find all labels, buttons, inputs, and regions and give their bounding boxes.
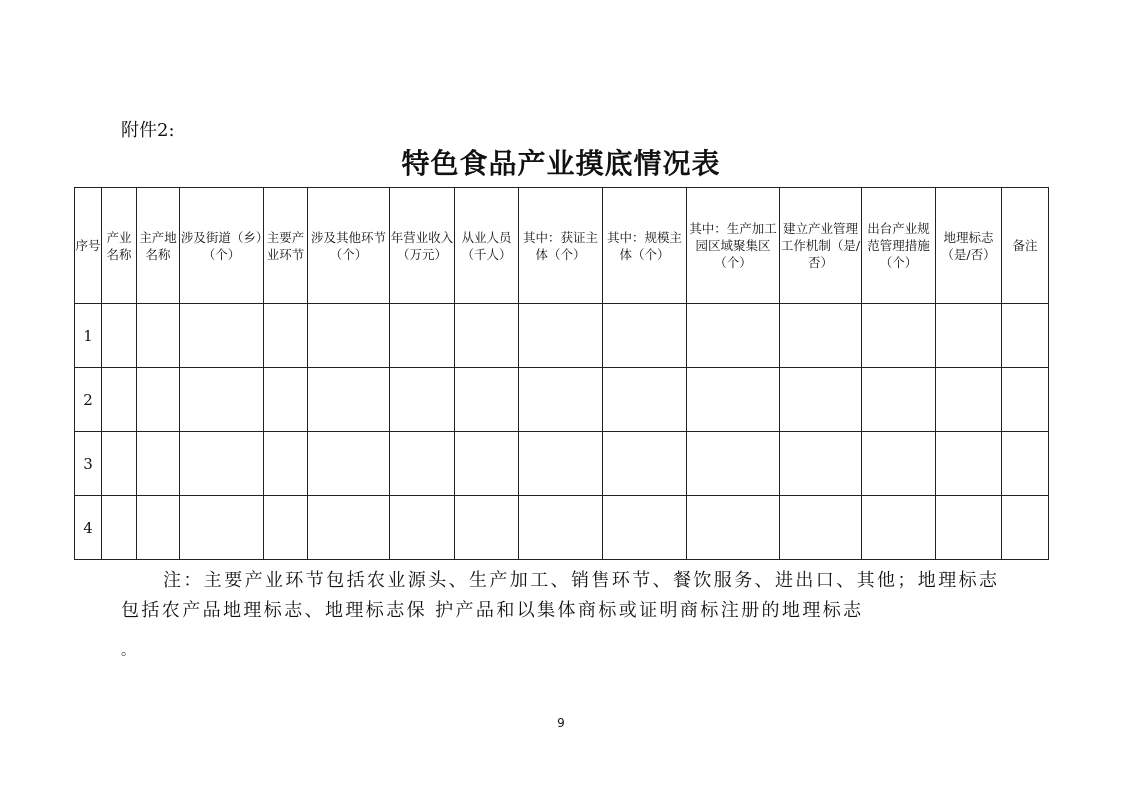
table-cell[interactable] [936,432,1002,496]
table-cell[interactable] [519,496,603,560]
row-index: 1 [75,304,102,368]
table-cell[interactable] [137,496,180,560]
table-cell[interactable] [936,368,1002,432]
table-cell[interactable] [102,304,137,368]
header-cell: 序号 [75,188,102,304]
table-cell[interactable] [137,432,180,496]
header-cell: 主要产业环节 [264,188,308,304]
attachment-label: 附件2: [121,120,175,141]
table-cell[interactable] [264,304,308,368]
table-cell[interactable] [308,496,390,560]
table-cell[interactable] [308,304,390,368]
table-cell[interactable] [687,304,780,368]
header-cell: 产业名称 [102,188,137,304]
table-cell[interactable] [264,368,308,432]
header-cell: 其中：规模主体（个） [603,188,687,304]
table-cell[interactable] [603,304,687,368]
table-row [75,368,1049,432]
header-cell: 建立产业管理工作机制（是/否） [780,188,862,304]
page-title: 特色食品产业摸底情况表 [401,147,721,180]
table-cell[interactable] [780,496,862,560]
table-cell[interactable] [390,496,455,560]
table-cell[interactable] [603,368,687,432]
table-cell[interactable] [455,368,519,432]
table-cell[interactable] [862,304,936,368]
table-cell[interactable] [687,368,780,432]
table-cell[interactable] [390,304,455,368]
table-cell[interactable] [102,432,137,496]
table-cell[interactable] [1002,368,1049,432]
header-cell: 涉及街道（乡）（个） [180,188,264,304]
row-index: 2 [75,368,102,432]
survey-table [74,187,1049,560]
table-cell[interactable] [308,432,390,496]
table-cell[interactable] [308,368,390,432]
table-cell[interactable] [180,496,264,560]
table-row [75,432,1049,496]
table-cell[interactable] [455,496,519,560]
table-cell[interactable] [180,368,264,432]
table-cell[interactable] [137,304,180,368]
table-cell[interactable] [180,432,264,496]
table-cell[interactable] [780,368,862,432]
table-cell[interactable] [687,496,780,560]
page-number: 9 [557,716,565,730]
table-cell[interactable] [519,304,603,368]
table-cell[interactable] [603,496,687,560]
table-row [75,304,1049,368]
header-cell: 地理标志（是/否） [936,188,1002,304]
row-index: 4 [75,496,102,560]
table-cell[interactable] [102,496,137,560]
table-cell[interactable] [780,304,862,368]
table-cell[interactable] [1002,432,1049,496]
table-cell[interactable] [603,432,687,496]
table-cell[interactable] [519,432,603,496]
header-cell: 主产地名称 [137,188,180,304]
note-tail: 。 [121,643,135,659]
table-cell[interactable] [1002,496,1049,560]
table-cell[interactable] [180,304,264,368]
header-cell: 出台产业规范管理措施（个） [862,188,936,304]
header-cell: 其中：生产加工园区域聚集区（个） [687,188,780,304]
row-index: 3 [75,432,102,496]
table-cell[interactable] [102,368,137,432]
table-cell[interactable] [862,432,936,496]
header-cell: 年营业收入（万元） [390,188,455,304]
table-note: 注：主要产业环节包括农业源头、生产加工、销售环节、餐饮服务、进出口、其他；地理标志包括农产品地理标志、地理标志保 护产品和以集体商标或证明商标注册的地理标志 [121,570,1000,621]
table-cell[interactable] [264,432,308,496]
table-cell[interactable] [264,496,308,560]
table-cell[interactable] [137,368,180,432]
table-cell[interactable] [862,368,936,432]
table-cell[interactable] [936,496,1002,560]
table-cell[interactable] [936,304,1002,368]
table-cell[interactable] [455,432,519,496]
table-header-row [75,188,1049,304]
table-cell[interactable] [687,432,780,496]
header-cell: 其中：获证主体（个） [519,188,603,304]
table-cell[interactable] [780,432,862,496]
table-cell[interactable] [862,496,936,560]
table-cell[interactable] [455,304,519,368]
header-cell: 从业人员（千人） [455,188,519,304]
header-cell: 备注 [1002,188,1049,304]
table-cell[interactable] [390,368,455,432]
table-row [75,496,1049,560]
table-cell[interactable] [519,368,603,432]
table-cell[interactable] [1002,304,1049,368]
header-cell: 涉及其他环节（个） [308,188,390,304]
table-cell[interactable] [390,432,455,496]
